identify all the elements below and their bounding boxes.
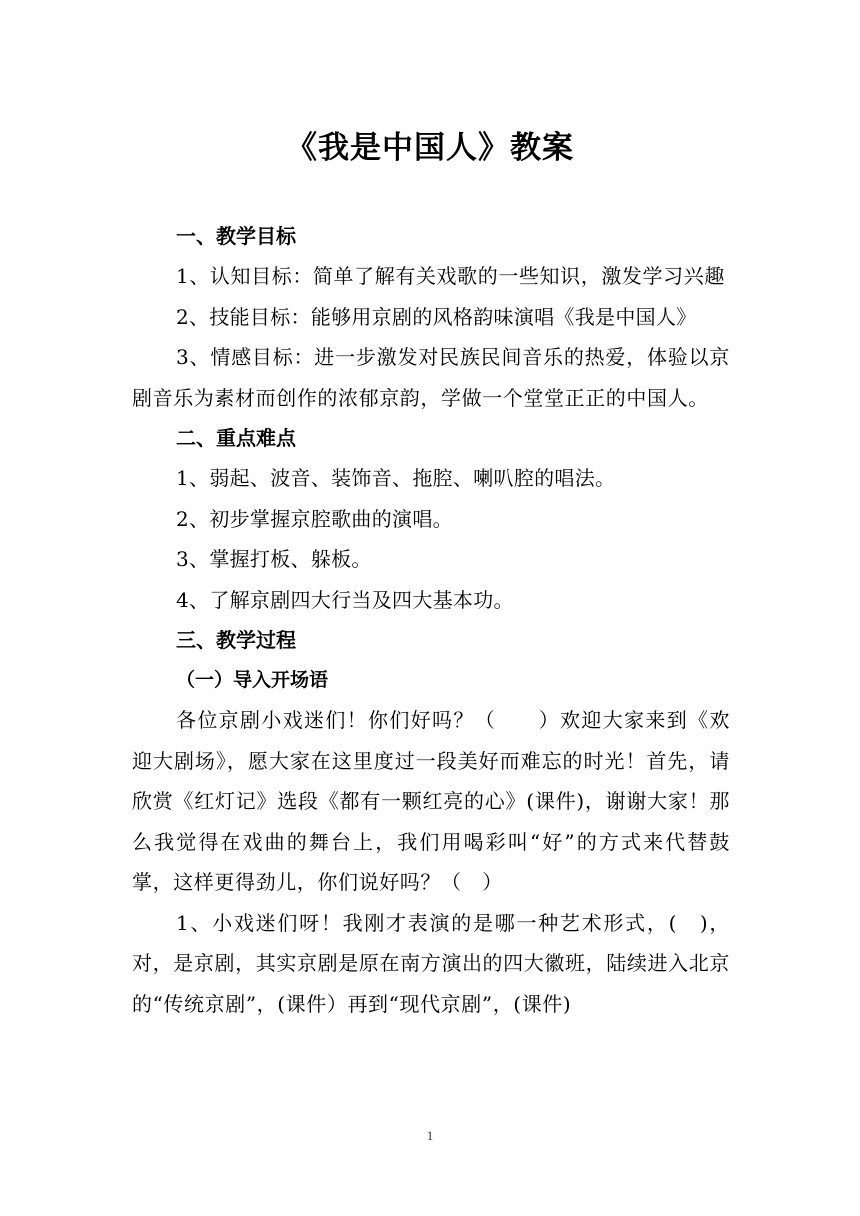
process-paragraph: 各位京剧小戏迷们！你们好吗？（ ）欢迎大家来到《欢迎大剧场》，愿大家在这里度过一段美好而难忘的时光！首先，请欣赏《红灯记》选段《都有一颗红亮的心》(课件)，谢谢大家！那么我觉得在戏曲的舞台上，我们用喝彩叫“好”的方式来代替鼓掌，这样更得劲儿，你们说好吗？（ ） [132,708,730,894]
objective-item: 1、认知目标：简单了解有关戏歌的一些知识，激发学习兴趣 [176,264,725,288]
process-paragraph: 1、小戏迷们呀！我刚才表演的是哪一种艺术形式，( )，对，是京剧，其实京剧是原在南方演出的四大徽班，陆续进入北京的“传统京剧”，(课件）再到“现代京剧”，(课件) [132,910,730,1016]
section-heading-objectives: 一、教学目标 [176,224,296,248]
document-title: 《我是中国人》教案 [286,130,574,166]
document-body [132,216,730,1024]
key-point-item: 4、了解京剧四大行当及四大基本功。 [176,587,514,612]
section-heading-key-points: 二、重点难点 [176,426,296,450]
page-number: 1 [426,1128,434,1143]
key-point-item: 3、掌握打板、躲板。 [176,547,372,571]
objective-item: 3、情感目标：进一步激发对民族民间音乐的热爱，体验以京剧音乐为素材而创作的浓郁京韵，学做一个堂堂正正的中国人。 [132,345,730,410]
objective-item: 2、技能目标：能够用京剧的风格韵味演唱《我是中国人》 [176,304,697,329]
subsection-heading-intro: （一）导入开场语 [176,669,329,691]
key-point-item: 1、弱起、波音、装饰音、拖腔、喇叭腔的唱法。 [176,466,616,490]
section-heading-process: 三、教学过程 [176,628,296,652]
key-point-item: 2、初步掌握京腔歌曲的演唱。 [176,506,453,531]
